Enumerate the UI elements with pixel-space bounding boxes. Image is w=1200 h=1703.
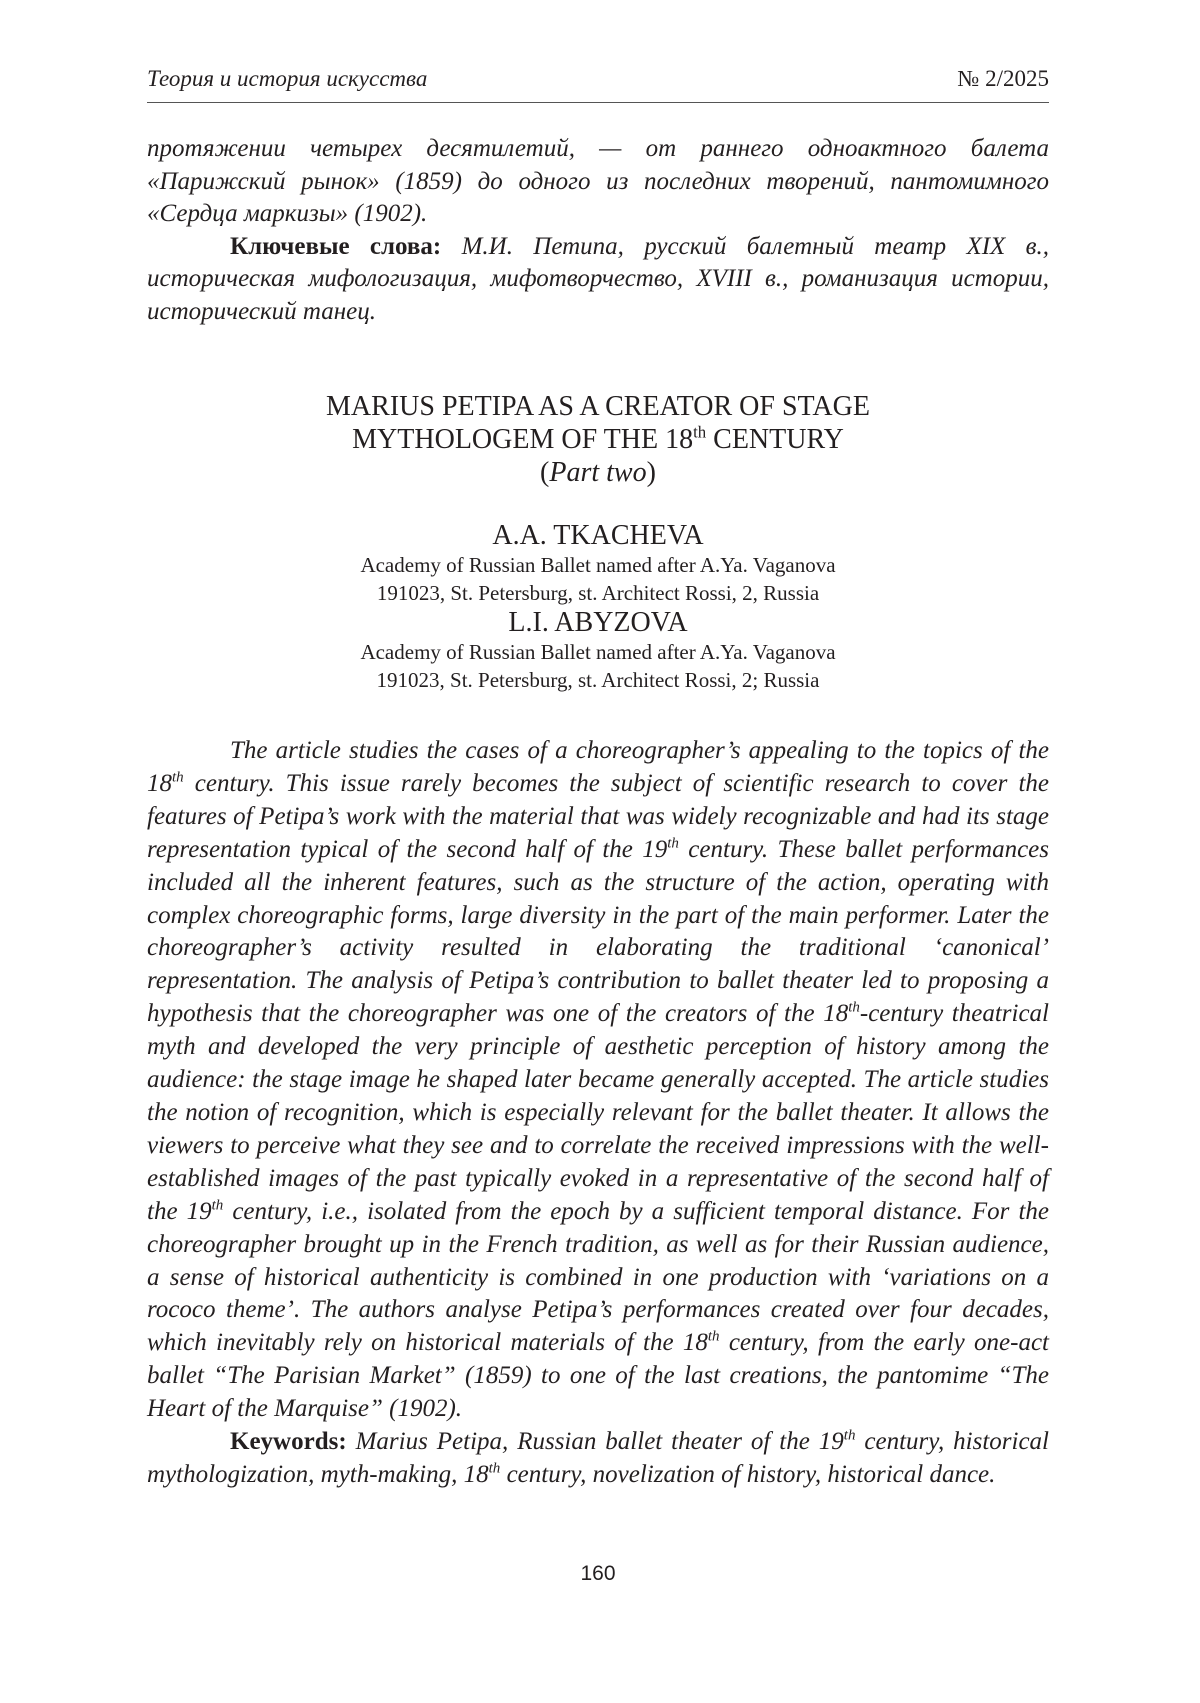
running-header bbox=[147, 62, 1049, 103]
title-part-text: Part two bbox=[549, 457, 646, 488]
title-line-2-end: CENTURY bbox=[706, 424, 844, 455]
author-name-2: L.I. ABYZOVA bbox=[147, 607, 1049, 638]
author-address-2: 191023, St. Petersburg, st. Architect Rossi, 2; Russia bbox=[147, 666, 1049, 694]
page-number: 160 bbox=[147, 1562, 1049, 1586]
title-line-2-main: MYTHOLOGEM OF THE 18 bbox=[352, 424, 693, 455]
authors-block bbox=[147, 520, 1049, 694]
russian-abstract-text: протяжении четырех десятилетий, — от раннего одноактного балета «Парижский рынок» (1859) до одного из последних творений, пантомимного «Сердца маркизы» (1902). bbox=[147, 133, 1049, 231]
issue-number: № 2/2025 bbox=[957, 66, 1049, 92]
author-affiliation-2: Academy of Russian Ballet named after A.Ya. Vaganova bbox=[147, 638, 1049, 666]
keywords-part-2: century, historical mythologization, myth-making, 18 bbox=[147, 1428, 1049, 1488]
abstract-part-5: century, i.e., isolated from the epoch by a sufficient temporal distance. For the choreographer brought up in the French tradition, as well as for their Russian audience, a sense of historical authenticity is combined in one production with ‘variations on a rococo theme’. The authors analyse Petipa’s performances created over four decades, which inevitably rely on historical materials of the 18 bbox=[147, 1198, 1049, 1357]
russian-keywords bbox=[147, 231, 1049, 329]
keywords-sup-1: th bbox=[844, 1428, 856, 1444]
abstract-sup-2: th bbox=[667, 835, 679, 851]
abstract-part-2: century. This issue rarely becomes the subject of scientific research to cover the features of Petipa’s work with the material that was widely recognizable and had its stage representation typical of the second half of the 19 bbox=[147, 770, 1049, 863]
title-part-close: ) bbox=[647, 457, 656, 488]
abstract-text bbox=[147, 735, 1049, 1426]
title-part bbox=[147, 456, 1049, 489]
abstract-part-4: -century theatrical myth and developed the very principle of aesthetic perception of history among the audience: the stage image he shaped later became generally accepted. The article studies the notion of recognition, which is especially relevant for the ballet theater. It allows the viewers to perceive what they see and to correlate the received impressions with the well-established images of the past typically evoked in a representative of the second half of the 19 bbox=[147, 1000, 1049, 1224]
title-line-2 bbox=[147, 423, 1049, 456]
abstract-sup-3: th bbox=[848, 1000, 860, 1016]
abstract-part-3: century. These ballet performances included all the inherent features, such as the structure of the action, operating with complex choreographic forms, large diversity in the part of the main performer. Later the choreographer’s activity resulted in elaborating the traditional ‘canonical’ representation. The analysis of Petipa’s contribution to ballet theater led to proposing a hypothesis that the choreographer was one of the creators of the 18 bbox=[147, 836, 1049, 1028]
title-part-open: ( bbox=[540, 457, 549, 488]
author-name-1: A.A. TKACHEVA bbox=[147, 520, 1049, 551]
abstract-sup-1: th bbox=[172, 770, 184, 786]
keywords-part-3: century, novelization of history, historical dance. bbox=[500, 1461, 995, 1488]
keywords-part-1: Marius Petipa, Russian ballet theater of the 19 bbox=[347, 1428, 844, 1455]
article-title bbox=[147, 390, 1049, 489]
russian-keywords-label: Ключевые слова: bbox=[230, 233, 441, 260]
keywords-label: Keywords: bbox=[230, 1428, 347, 1455]
abstract-sup-4: th bbox=[212, 1197, 224, 1213]
english-keywords bbox=[147, 1426, 1049, 1492]
russian-keywords-text: М.И. Петипа, русский балетный театр XIX в., историческая мифологизация, мифотворчество, XVIII в., романизация истории, исторический танец. bbox=[147, 233, 1049, 325]
title-line-1: MARIUS PETIPA AS A CREATOR OF STAGE bbox=[147, 390, 1049, 423]
abstract-part-6: century, from the early one-act ballet “The Parisian Market” (1859) to one of the last creations, the pantomime “The Heart of the Marquise” (1902). bbox=[147, 1329, 1049, 1422]
keywords-sup-2: th bbox=[489, 1461, 501, 1477]
title-superscript: th bbox=[693, 423, 706, 442]
english-abstract bbox=[147, 735, 1049, 1492]
russian-abstract-end bbox=[147, 133, 1049, 328]
journal-title: Теория и история искусства bbox=[147, 66, 427, 92]
abstract-part-1: The article studies the cases of a choreographer’s appealing to the topics of the 18 bbox=[147, 737, 1049, 797]
abstract-sup-5: th bbox=[708, 1329, 720, 1345]
author-affiliation-1: Academy of Russian Ballet named after A.Ya. Vaganova bbox=[147, 551, 1049, 579]
page bbox=[147, 0, 1049, 1703]
author-address-1: 191023, St. Petersburg, st. Architect Rossi, 2, Russia bbox=[147, 579, 1049, 607]
